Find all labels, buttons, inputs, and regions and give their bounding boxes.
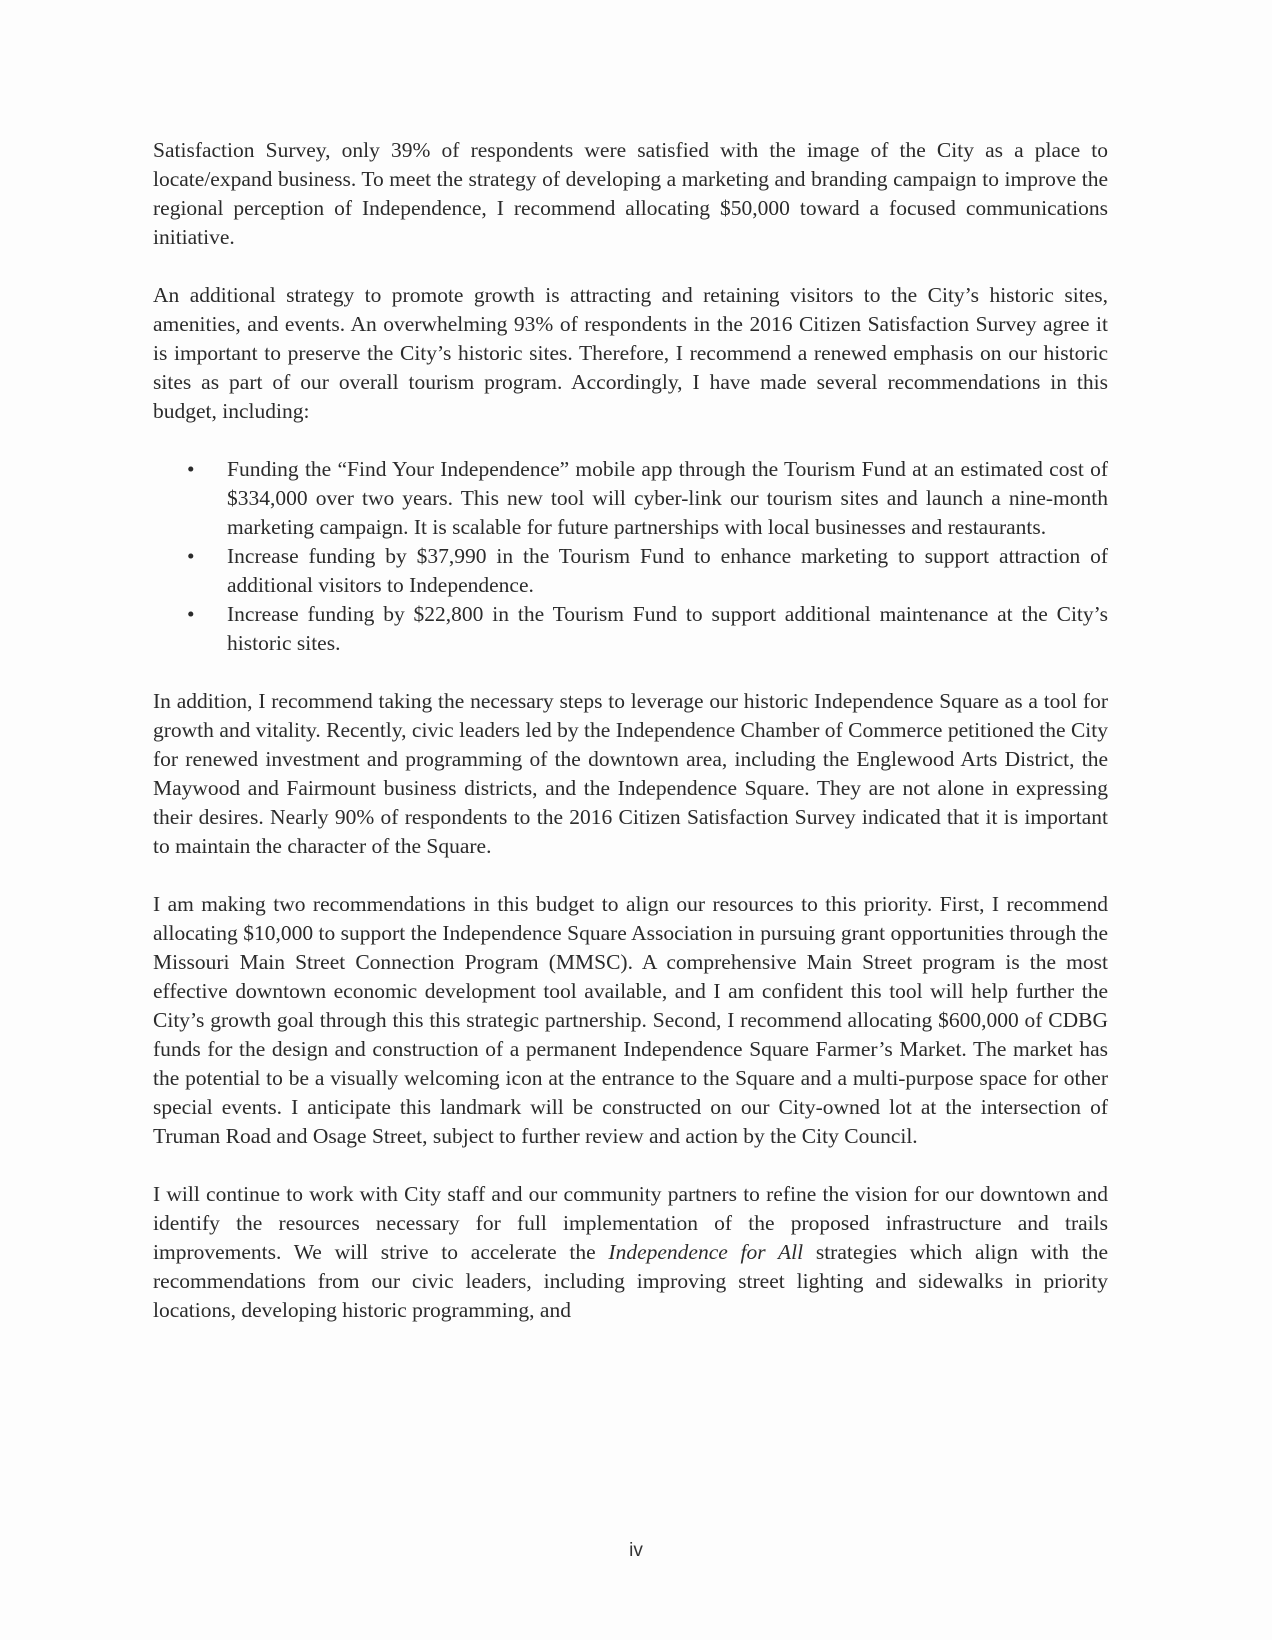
- list-item-text: Increase funding by $37,990 in the Tourism Fund to enhance marketing to support attraction of additional visitors to Independence.: [227, 544, 1108, 597]
- paragraph-text-end: strategies which align with the recommendations from our civic leaders, including improving street lighting and sidewalks in priority locations, developing historic programming, and: [153, 1240, 1109, 1322]
- program-name-italic: Independence for All: [608, 1240, 804, 1264]
- paragraph-tourism-strategy: An additional strategy to promote growth is attracting and retaining visitors to the City’s historic sites, amenities, and events. An overwhelming 93% of respondents in the 2016 Citizen Satisfaction Survey agree it is important to preserve the City’s historic sites. Therefore, I recommend a renewed emphasis on our historic sites as part of our overall tourism program. Accordingly, I have made several recommendations in this budget, including:: [153, 283, 1108, 423]
- bullet-icon: •: [187, 602, 195, 626]
- list-item: [153, 600, 1108, 658]
- paragraph-two-recommendations: I am making two recommendations in this budget to align our resources to this priority. First, I recommend allocating $10,000 to support the Independence Square Association in pursuing grant opportunities through the Missouri Main Street Connection Program (MMSC). A comprehensive Main Street program is the most effective downtown economic development tool available, and I am confident this tool will help further the City’s growth goal through this this strategic partnership. Second, I recommend allocating $600,000 of CDBG funds for the design and construction of a permanent Independence Square Farmer’s Market. The market has the potential to be a visually welcoming icon at the entrance to the Square and a multi-purpose space for other special events. I anticipate this landmark will be constructed on our City-owned lot at the intersection of Truman Road and Osage Street, subject to further review and action by the City Council.: [153, 892, 1108, 1148]
- paragraph-communications-initiative: Satisfaction Survey, only 39% of respondents were satisfied with the image of the City as a place to locate/expand business. To meet the strategy of developing a marketing and branding campaign to improve the regional perception of Independence, I recommend allocating $50,000 toward a focused communications initiative.: [153, 138, 1108, 249]
- recommendations-list: [153, 455, 1108, 658]
- list-item: [153, 542, 1108, 600]
- paragraph-text-start: I will continue to work with City staff and our community partners to refine the vision for our downtown and identify the resources necessary for full implementation of the proposed infrastructure and trails improvements. We will strive to accelerate the: [153, 1182, 1108, 1264]
- list-item-text: Increase funding by $22,800 in the Tourism Fund to support additional maintenance at the City’s historic sites.: [227, 602, 1108, 655]
- paragraph-independence-square: In addition, I recommend taking the necessary steps to leverage our historic Independence Square as a tool for growth and vitality. Recently, civic leaders led by the Independence Chamber of Commerce petitioned the City for renewed investment and programming of the downtown area, including the Englewood Arts District, the Maywood and Fairmount business districts, and the Independence Square. They are not alone in expressing their desires. Nearly 90% of respondents to the 2016 Citizen Satisfaction Survey indicated that it is important to maintain the character of the Square.: [153, 689, 1108, 858]
- page-number: iv: [629, 1540, 643, 1561]
- bullet-icon: •: [187, 544, 195, 568]
- bullet-icon: •: [187, 457, 195, 481]
- list-item-text: Funding the “Find Your Independence” mobile app through the Tourism Fund at an estimated cost of $334,000 over two years. This new tool will cyber-link our tourism sites and launch a nine-month marketing campaign. It is scalable for future partnerships with local businesses and restaurants.: [227, 457, 1108, 539]
- paragraph-downtown-vision: [153, 1180, 1108, 1325]
- body-text: [153, 136, 1108, 1354]
- list-item: [153, 455, 1108, 542]
